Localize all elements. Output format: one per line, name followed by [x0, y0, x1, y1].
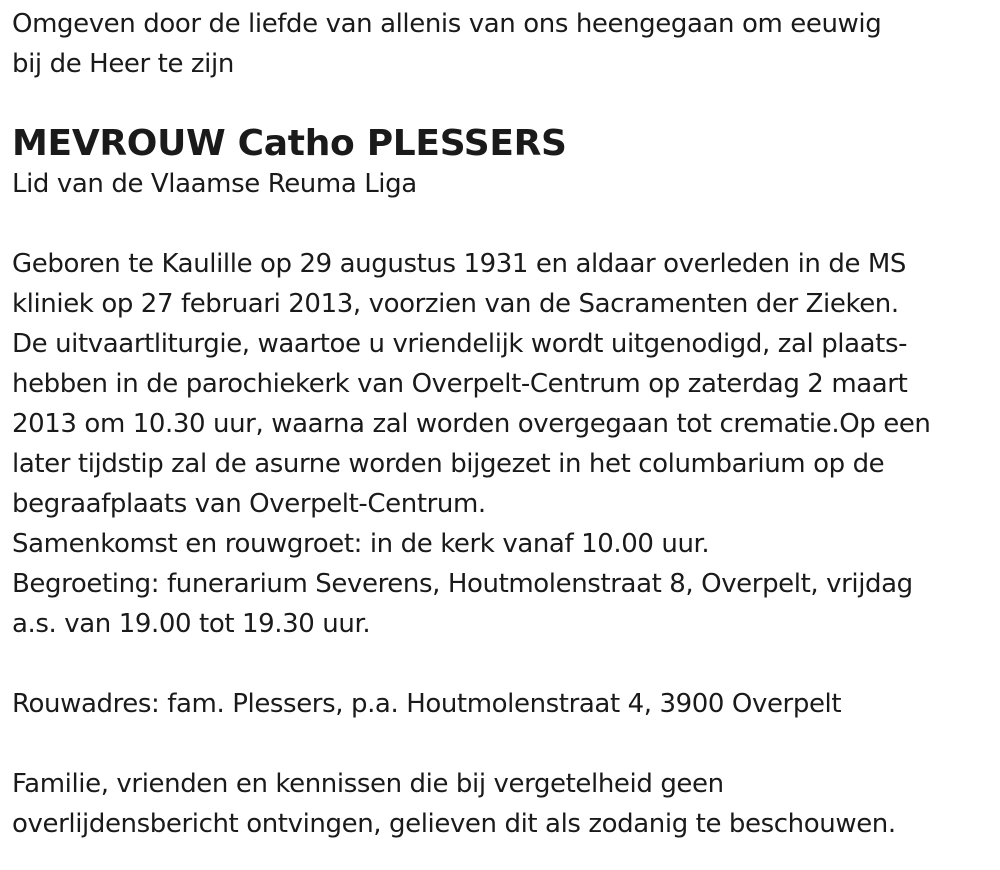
- mourning-address: Rouwadres: fam. Plessers, p.a. Houtmolenstraat 4, 3900 Overpelt: [12, 689, 842, 719]
- details-line: kliniek op 27 februari 2013, voorzien van de Sacramenten der Zieken.: [12, 289, 899, 319]
- details-line: hebben in de parochiekerk van Overpelt-Centrum op zaterdag 2 maart: [12, 369, 908, 399]
- intro-paragraph: [12, 4, 988, 84]
- deceased-affiliation: Lid van de Vlaamse Reuma Liga: [12, 169, 417, 199]
- closing-line: overlijdensbericht ontvingen, gelieven dit als zodanig te beschouwen.: [12, 809, 896, 839]
- intro-line: Omgeven door de liefde van allenis van ons heengegaan om eeuwig: [12, 9, 882, 39]
- details-line: begraafplaats van Overpelt-Centrum.: [12, 489, 486, 519]
- intro-line: bij de Heer te zijn: [12, 49, 234, 79]
- details-line: a.s. van 19.00 tot 19.30 uur.: [12, 609, 371, 639]
- details-line: later tijdstip zal de asurne worden bijgezet in het columbarium op de: [12, 449, 885, 479]
- closing-paragraph: [12, 764, 988, 844]
- spacer: [12, 724, 988, 764]
- details-line: De uitvaartliturgie, waartoe u vriendelijk wordt uitgenodigd, zal plaats-: [12, 329, 908, 359]
- details-line: Geboren te Kaulille op 29 augustus 1931 en aldaar overleden in de MS: [12, 249, 907, 279]
- deceased-name: MEVROUW Catho PLESSERS: [12, 123, 567, 164]
- details-line: 2013 om 10.30 uur, waarna zal worden overgegaan tot crematie.Op een: [12, 409, 931, 439]
- details-line: Samenkomst en rouwgroet: in de kerk vanaf 10.00 uur.: [12, 529, 710, 559]
- spacer: [12, 644, 988, 684]
- spacer: [12, 204, 988, 244]
- closing-line: Familie, vrienden en kennissen die bij vergetelheid geen: [12, 769, 724, 799]
- details-line: Begroeting: funerarium Severens, Houtmolenstraat 8, Overpelt, vrijdag: [12, 569, 913, 599]
- details-paragraph: [12, 244, 988, 644]
